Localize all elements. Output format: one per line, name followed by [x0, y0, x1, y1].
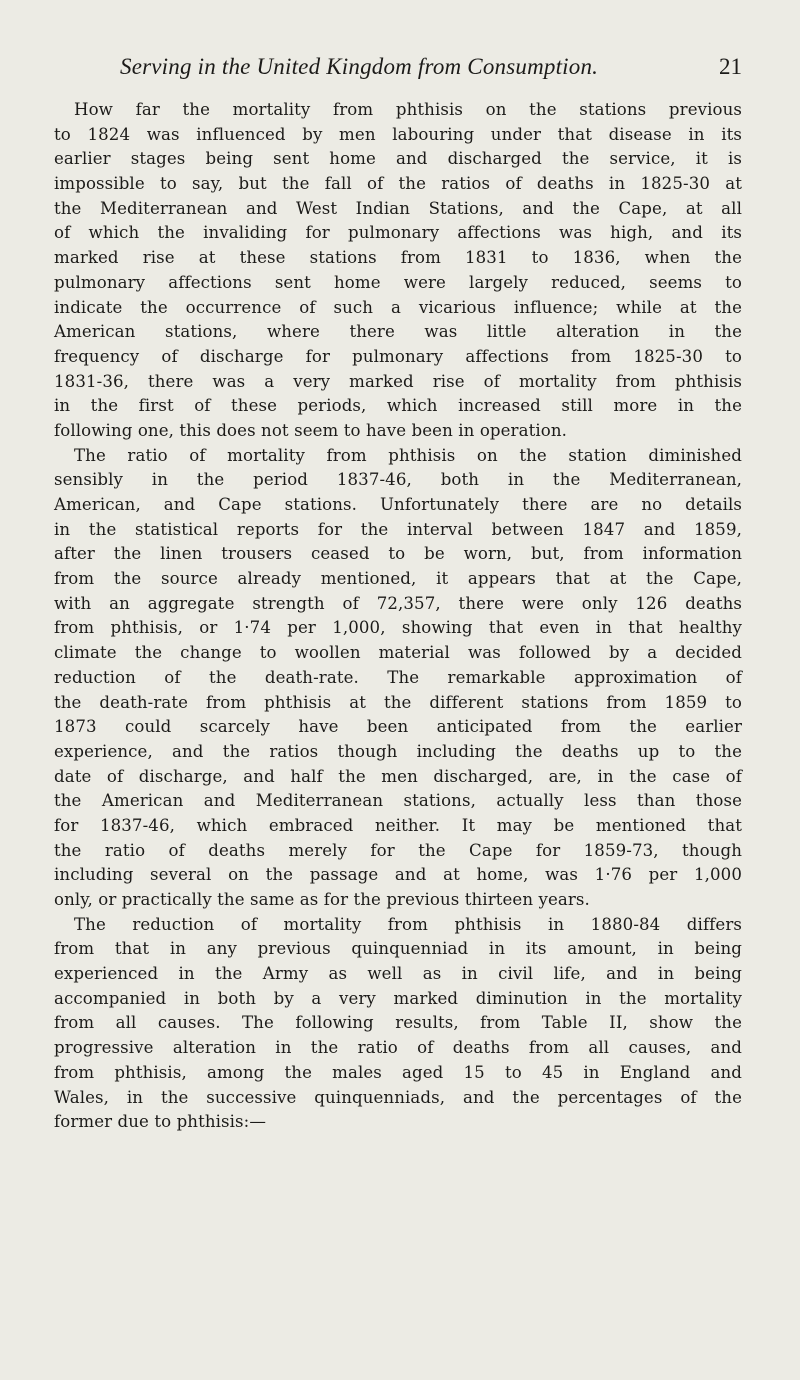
text-line: from the source already mentioned, it appears that at the Cape, — [54, 569, 742, 589]
text-line: date of discharge, and half the men discharged, are, in the case of — [54, 766, 742, 786]
text-line: the death-rate from phthisis at the different stations from 1859 to — [54, 692, 742, 712]
text-line: climate the change to woollen material was followed by a decided — [54, 643, 742, 663]
text-line: in the statistical reports for the interval between 1847 and 1859, — [54, 519, 742, 539]
paragraph — [54, 444, 742, 913]
text-line: from that in any previous quinquenniad in its amount, in being — [54, 939, 742, 959]
text-line: pulmonary affections sent home were largely reduced, seems to — [54, 272, 742, 292]
text-line: of which the invaliding for pulmonary affections was high, and its — [54, 223, 742, 243]
text-line: indicate the occurrence of such a vicarious influence; while at the — [54, 297, 742, 317]
paragraph — [54, 913, 742, 1135]
running-title: Serving in the United Kingdom from Consumption. — [120, 54, 599, 79]
text-line: experienced in the Army as well as in civil life, and in being — [54, 964, 742, 984]
body-text — [54, 98, 742, 1135]
text-line: earlier stages being sent home and discharged the service, it is — [54, 149, 742, 169]
text-line: reduction of the death-rate. The remarkable approximation of — [54, 667, 742, 687]
text-line: The ratio of mortality from phthisis on the station diminished — [74, 445, 742, 465]
text-line: marked rise at these stations from 1831 to 1836, when the — [54, 248, 742, 268]
text-line: sensibly in the period 1837-46, both in the Mediterranean, — [54, 470, 742, 490]
text-line: for 1837-46, which embraced neither. It may be mentioned that — [54, 815, 742, 835]
text-line: frequency of discharge for pulmonary affections from 1825-30 to — [54, 346, 742, 366]
text-line: American stations, where there was little alteration in the — [54, 322, 742, 342]
text-line: with an aggregate strength of 72,357, there were only 126 deaths — [54, 593, 742, 613]
text-line: The reduction of mortality from phthisis in 1880-84 differs — [74, 914, 742, 934]
text-line: 1831-36, there was a very marked rise of mortality from phthisis — [54, 371, 742, 391]
running-head — [120, 54, 742, 86]
paragraph — [54, 98, 742, 444]
text-line: including several on the passage and at home, was 1·76 per 1,000 — [54, 865, 742, 885]
text-line: 1873 could scarcely have been anticipated from the earlier — [54, 717, 742, 737]
text-line: impossible to say, but the fall of the ratios of deaths in 1825-30 at — [54, 174, 742, 194]
text-line: the American and Mediterranean stations, actually less than those — [54, 791, 742, 811]
text-line: accompanied in both by a very marked diminution in the mortality — [54, 988, 742, 1008]
text-line: the Mediterranean and West Indian Stations, and the Cape, at all — [54, 198, 742, 218]
text-line: American, and Cape stations. Unfortunately there are no details — [54, 495, 742, 514]
text-line: How far the mortality from phthisis on the stations previous — [74, 100, 742, 119]
text-line: progressive alteration in the ratio of deaths from all causes, and — [54, 1038, 742, 1058]
text-line: from phthisis, or 1·74 per 1,000, showing that even in that healthy — [54, 618, 742, 638]
text-line: from phthisis, among the males aged 15 to 45 in England and — [54, 1062, 742, 1082]
text-line: following one, this does not seem to have been in operation. — [54, 420, 568, 440]
text-line: former due to phthisis:— — [54, 1112, 267, 1132]
text-line: after the linen trousers ceased to be worn, but, from information — [54, 544, 742, 564]
text-line: experience, and the ratios though including the deaths up to the — [54, 741, 742, 761]
text-line: Wales, in the successive quinquenniads, and the percentages of the — [54, 1087, 742, 1107]
text-line: to 1824 was influenced by men labouring under that disease in its — [54, 124, 742, 144]
page-number: 21 — [719, 54, 742, 79]
text-line: only, or practically the same as for the previous thirteen years. — [54, 890, 590, 909]
text-line: in the first of these periods, which increased still more in the — [54, 396, 742, 416]
text-line: the ratio of deaths merely for the Cape for 1859-73, though — [54, 840, 742, 860]
text-line: from all causes. The following results, from Table II, show the — [54, 1013, 742, 1033]
